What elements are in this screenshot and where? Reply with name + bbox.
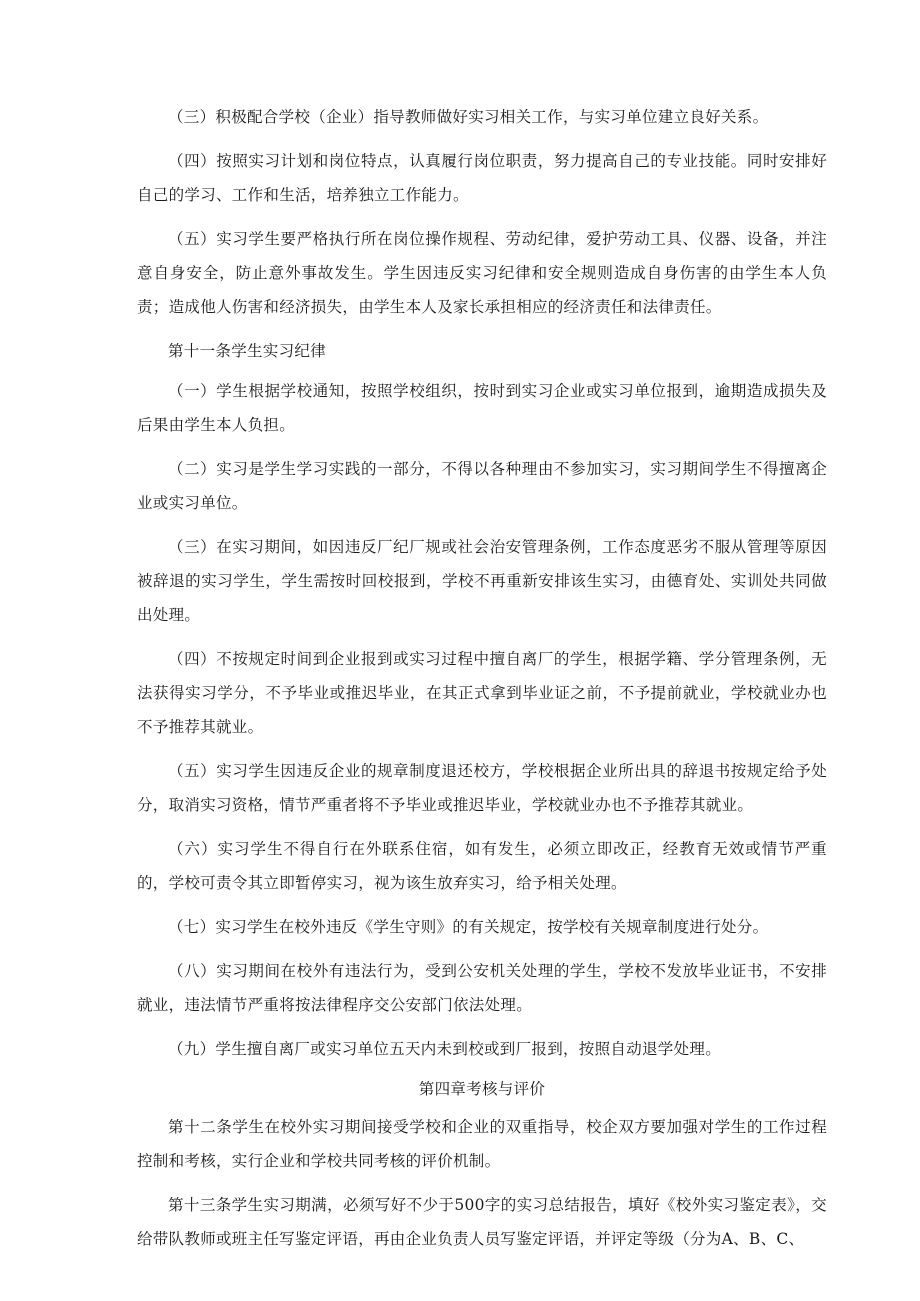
discipline-item-6: （六）实习学生不得自行在外联系住宿，如有发生，必须立即改正，经教育无效或情节严重的，学校可责令其立即暂停实习，视为该生放弃实习，给予相关处理。 — [137, 840, 827, 892]
article-13: 第十三条学生实习期满，必须写好不少于500字的实习总结报告，填好《校外实习鉴定表》，交给带队教师或班主任写鉴定评语，再由企业负责人员写鉴定评语，并评定等级（分为A、B、C、 — [137, 1196, 827, 1248]
paragraph-5-safety: （五）实习学生要严格执行所在岗位操作规程、劳动纪律，爱护劳动工具、仪器、设备，并注意自身安全，防止意外事故发生。学生因违反实习纪律和安全规则造成自身伤害的由学生本人负责；造成他人伤害和经济损失，由学生本人及家长承担相应的经济责任和法律责任。 — [137, 230, 827, 316]
discipline-item-4: （四）不按规定时间到企业报到或实习过程中擅自离厂的学生，根据学籍、学分管理条例，无法获得实习学分，不予毕业或推迟毕业，在其正式拿到毕业证之前，不予提前就业，学校就业办也不予推荐其就业。 — [137, 650, 827, 736]
discipline-item-9: （九）学生擅自离厂或实习单位五天内未到校或到厂报到，按照自动退学处理。 — [168, 1040, 722, 1058]
article-11-heading: 第十一条学生实习纪律 — [168, 342, 327, 360]
article-12: 第十二条学生在校外实习期间接受学校和企业的双重指导，校企双方要加强对学生的工作过程控制和考核，实行企业和学校共同考核的评价机制。 — [137, 1118, 827, 1170]
discipline-item-1: （一）学生根据学校通知，按照学校组织，按时到实习企业或实习单位报到，逾期造成损失及后果由学生本人负担。 — [137, 382, 827, 434]
discipline-item-5: （五）实习学生因违反企业的规章制度退还校方，学校根据企业所出具的辞退书按规定给予处分，取消实习资格，情节严重者将不予毕业或推迟毕业，学校就业办也不予推荐其就业。 — [137, 762, 827, 814]
discipline-item-8: （八）实习期间在校外有违法行为，受到公安机关处理的学生，学校不发放毕业证书，不安排就业，违法情节严重将按法律程序交公安部门依法处理。 — [137, 962, 827, 1014]
paragraph-3-cooperate: （三）积极配合学校（企业）指导教师做好实习相关工作，与实习单位建立良好关系。 — [168, 108, 769, 126]
discipline-item-3: （三）在实习期间，如因违反厂纪厂规或社会治安管理条例，工作态度恶劣不服从管理等原因被辞退的实习学生，学生需按时回校报到，学校不再重新安排该生实习，由德育处、实训处共同做出处理。 — [137, 538, 827, 624]
chapter-4-heading: 第四章考核与评价 — [418, 1080, 546, 1098]
discipline-item-2: （二）实习是学生学习实践的一部分，不得以各种理由不参加实习，实习期间学生不得擅离企业或实习单位。 — [137, 460, 827, 512]
document-body — [137, 100, 827, 1266]
discipline-item-7: （七）实习学生在校外违反《学生守则》的有关规定，按学校有关规章制度进行处分。 — [168, 918, 769, 936]
paragraph-4-duties: （四）按照实习计划和岗位特点，认真履行岗位职责，努力提高自己的专业技能。同时安排好自己的学习、工作和生活，培养独立工作能力。 — [137, 152, 827, 204]
